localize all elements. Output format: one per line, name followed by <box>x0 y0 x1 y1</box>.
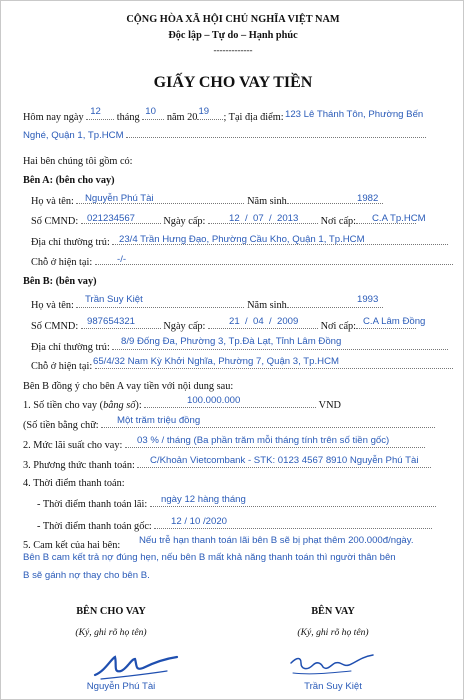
borrower-signature-mark <box>287 643 377 683</box>
borrower-address: 8/9 Đống Đa, Phường 3, Tp.Đà Lạt, Tỉnh Lâm Đồng <box>121 336 342 347</box>
lender-signature-title: BÊN CHO VAY <box>76 606 146 617</box>
lender-name-row: Họ và tên: Năm sinh <box>31 194 383 209</box>
commitment-line-1: Nếu trễ hạn thanh toán lãi bên B sẽ bị phạt thêm 200.000đ/ngày. <box>139 535 414 546</box>
term-amount-row: 1. Số tiền cho vay (bằng số): VND <box>23 400 341 411</box>
term-interest-row: - Thời điểm thanh toán lãi: <box>37 497 436 512</box>
borrower-signature-note: (Ký, ghi rõ họ tên) <box>297 627 369 638</box>
borrower-name-row: Họ và tên: Năm sinh <box>31 298 383 313</box>
term-words-row: (Số tiền bằng chữ: <box>23 418 435 433</box>
term-commit-row: 5. Cam kết của hai bên: <box>23 540 121 551</box>
intro-place-2: Nghé, Quận 1, Tp.HCM <box>23 130 124 141</box>
borrower-birth: 1993 <box>357 294 379 305</box>
term-rate-row: 2. Mức lãi suất cho vay: <box>23 438 425 453</box>
lender-signature-mark <box>91 641 181 685</box>
borrower-heading: Bên B: (bên vay) <box>23 276 97 287</box>
borrower-signature-title: BÊN VAY <box>311 606 355 617</box>
borrower-id-row: Số CMND: Ngày cấp: Nơi cấp: <box>31 319 416 334</box>
principal-payment-time: 12 / 10 /2020 <box>171 516 228 527</box>
intro-day: 12 <box>90 106 101 117</box>
motto: Độc lập – Tự do – Hạnh phúc <box>168 30 298 41</box>
lender-id-row: Số CMND: Ngày cấp: Nơi cấp: <box>31 214 416 229</box>
term-method-row: 3. Phương thức thanh toán: <box>23 458 431 473</box>
document-title: GIẤY CHO VAY TIỀN <box>153 74 313 91</box>
lender-address: 23/4 Trần Hưng Đạo, Phường Cầu Kho, Quận 1, Tp.HCM <box>119 234 365 245</box>
lender-signature-name: Nguyễn Phú Tài <box>86 681 156 692</box>
loan-amount: 100.000.000 <box>187 395 241 406</box>
intro-line-1: Hôm nay ngày 12 tháng 10 năm 20 19 ; Tại địa điểm: <box>23 106 284 123</box>
lender-current-address: -/- <box>117 254 127 265</box>
borrower-signature-name: Trần Suy Kiệt <box>304 681 362 692</box>
borrower-address-row: Địa chỉ thường trú: <box>31 340 448 355</box>
commitment-line-3: B sẽ gánh nợ thay cho bên B. <box>23 570 150 581</box>
lender-issue-date: 12 / 07 / 2013 <box>229 213 299 224</box>
payment-method: C/Khoản Vietcombank - STK: 0123 4567 8910 Nguyễn Phú Tài <box>150 455 419 466</box>
borrower-issue-date: 21 / 04 / 2009 <box>229 316 299 327</box>
lender-name: Nguyễn Phú Tài <box>85 193 154 204</box>
lender-birth: 1982 <box>357 193 379 204</box>
lender-id: 021234567 <box>87 213 136 224</box>
intro-year: 19 <box>198 106 210 117</box>
borrower-current-row: Chỗ ở hiện tại: <box>31 359 453 374</box>
agreement-intro: Bên B đồng ý cho bên A vay tiền với nội dung sau: <box>23 381 234 392</box>
interest-rate: 03 % / tháng (Ba phần trăm mỗi tháng tính trên số tiền gốc) <box>137 435 390 446</box>
term-time-row: 4. Thời điểm thanh toán: <box>23 478 125 489</box>
loan-amount-words: Một trăm triệu đồng <box>117 415 201 426</box>
lender-heading: Bên A: (bên cho vay) <box>23 175 115 186</box>
commitment-line-2: Bên B cam kết trả nợ đúng hẹn, nếu bên B mất khả năng thanh toán thì người thân bên <box>23 552 396 563</box>
term-principal-row: - Thời điểm thanh toán gốc: <box>37 519 432 534</box>
lender-address-row: Địa chỉ thường trú: <box>31 235 448 250</box>
lender-signature-note: (Ký, ghi rõ họ tên) <box>75 627 147 638</box>
borrower-issue-place: C.A Lâm Đồng <box>363 316 426 327</box>
country-header: CỘNG HÒA XÃ HỘI CHỦ NGHĨA VIỆT NAM <box>126 14 340 25</box>
lender-issue-place: C.A Tp.HCM <box>372 213 426 224</box>
borrower-current-address: 65/4/32 Nam Kỳ Khởi Nghĩa, Phường 7, Quận 3, Tp.HCM <box>93 356 339 367</box>
header-divider: ------------- <box>213 45 253 55</box>
borrower-id: 987654321 <box>87 316 136 327</box>
intro-place-1: 123 Lê Thánh Tôn, Phường Bến <box>285 109 424 120</box>
parties-intro: Hai bên chúng tôi gồm có: <box>23 156 133 167</box>
interest-payment-time: ngày 12 hàng tháng <box>161 494 246 505</box>
intro-month: 10 <box>145 106 156 117</box>
lender-current-row: Chỗ ở hiện tại: <box>31 255 453 270</box>
borrower-name: Trần Suy Kiệt <box>85 294 143 305</box>
